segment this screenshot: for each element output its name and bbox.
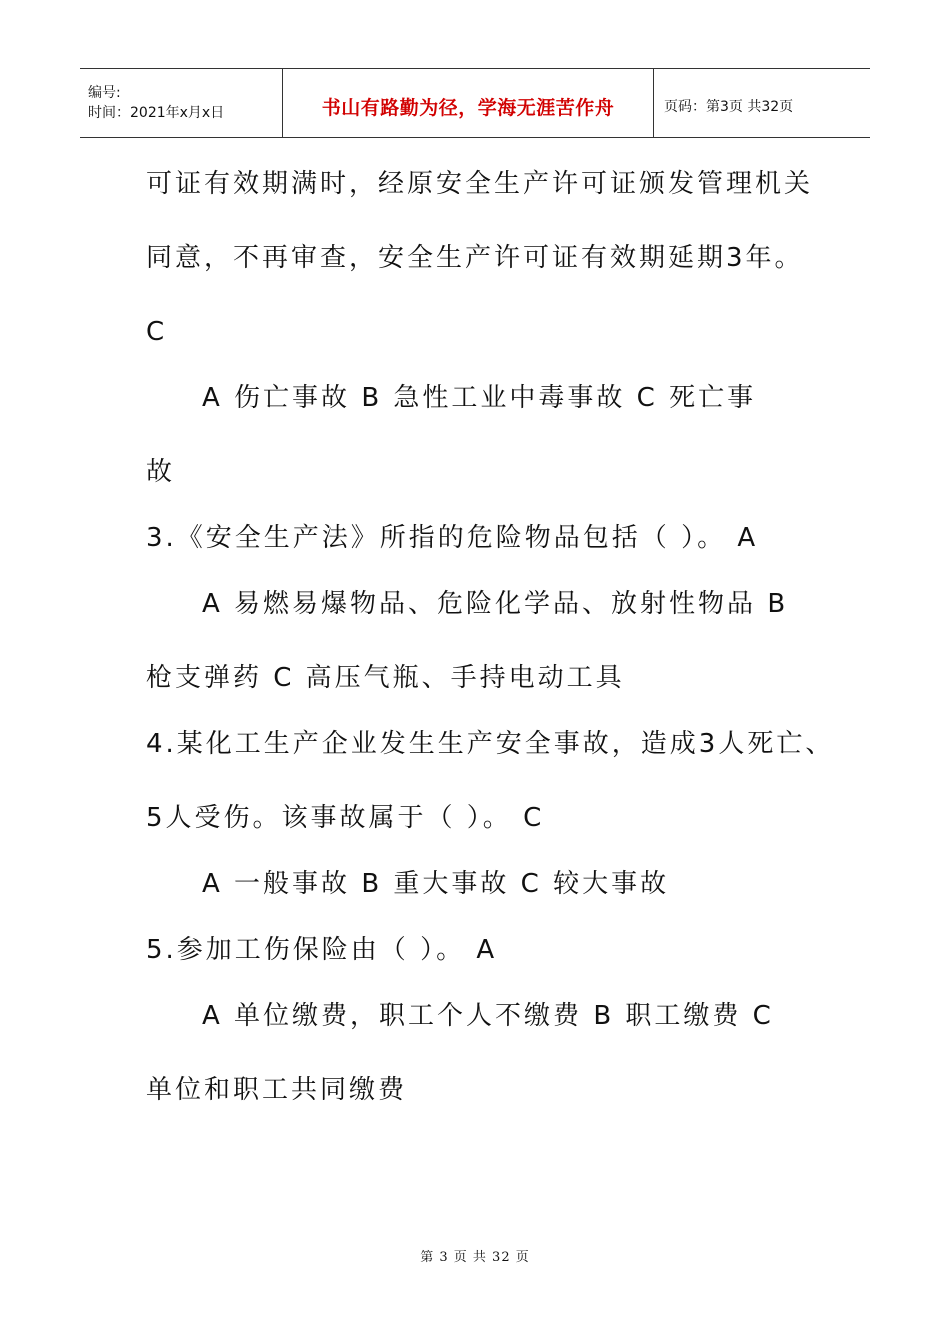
options-line: A 伤亡事故 B 急性工业中毒事故 C 死亡事 (202, 383, 757, 413)
page-footer: 第 3 页 共 32 页 (420, 1250, 530, 1265)
question-line: 3.《安全生产法》所指的危险物品包括（ ）。 A (146, 523, 759, 553)
options-line: 单位和职工共同缴费 (146, 1075, 408, 1105)
header-page-info (654, 69, 870, 137)
answer-line: C (146, 317, 168, 347)
number-label: 编号: (88, 85, 121, 101)
header-motto: 书山有路勤为径，学海无涯苦作舟 (321, 96, 615, 119)
text-line: 同意，不再审查，安全生产许可证有效期延期3年。 (146, 243, 804, 273)
options-line: 枪支弹药 C 高压气瓶、手持电动工具 (146, 663, 625, 693)
question-line: 4.某化工生产企业发生生产安全事故，造成3人死亡、 (146, 729, 835, 759)
question-line: 5.参加工伤保险由（ ）。 A (146, 935, 498, 965)
header-meta (80, 69, 282, 137)
time-label: 时间：2021年x月x日 (88, 105, 225, 121)
header-motto-cell (282, 69, 654, 137)
page-info-text: 页码：第3页 共32页 (664, 99, 794, 115)
text-line: 可证有效期满时，经原安全生产许可证颁发管理机关 (146, 169, 814, 199)
page-header (80, 68, 870, 138)
options-line: A 单位缴费，职工个人不缴费 B 职工缴费 C (202, 1001, 774, 1031)
options-line: A 易燃易爆物品、危险化学品、放射性物品 B (202, 589, 789, 619)
options-line: A 一般事故 B 重大事故 C 较大事故 (202, 869, 670, 899)
question-line: 5人受伤。该事故属于（ ）。 C (146, 803, 545, 833)
text-line: 故 (146, 457, 176, 487)
